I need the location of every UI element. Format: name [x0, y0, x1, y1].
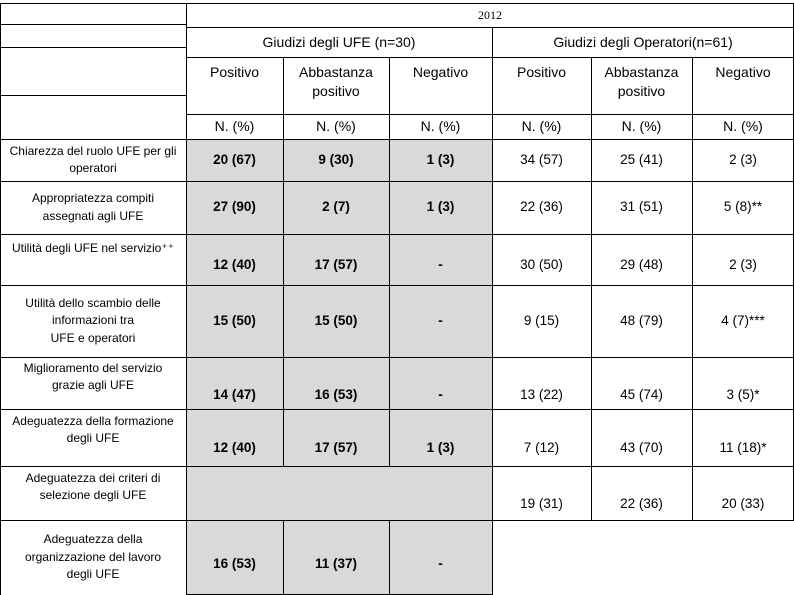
grid-line: [692, 57, 693, 520]
row-label-organizzazione: Adeguatezza della organizzazione del lavoro degli UFE: [24, 532, 162, 582]
op-cell: 7 (12): [523, 440, 560, 456]
row-label-miglioramento: Miglioramento del servizio grazie agli UFE: [23, 361, 163, 393]
op-cell: 19 (31): [520, 495, 563, 511]
grid-line: [389, 57, 390, 466]
unit-op-positivo: N. (%): [521, 118, 562, 135]
ufe-cell: 1 (3): [389, 139, 492, 181]
op-cell: 20 (33): [721, 495, 765, 511]
unit-ufe-abbastanza: N. (%): [316, 118, 356, 135]
grid-line: [186, 520, 794, 521]
grid-line: [0, 181, 186, 182]
year-header: 2012: [478, 7, 502, 22]
grid-line: [186, 114, 794, 115]
op-cell: 31 (51): [620, 199, 663, 215]
row-label-formazione: Adeguatezza della formazione degli UFE: [12, 414, 174, 446]
unit-op-abbastanza: N. (%): [621, 118, 662, 135]
ufe-cell: 15 (50): [283, 285, 389, 357]
grid-line: [0, 409, 186, 410]
op-cell: 2 (3): [729, 257, 757, 273]
col-header-op-positivo: Positivo: [516, 64, 567, 80]
grid-line: [0, 520, 186, 521]
row-label-scambio-informazioni: Utilità dello scambio delle informazioni tra UFE e operatori: [25, 295, 161, 345]
ufe-cell: -: [389, 520, 492, 595]
op-cell: 3 (5)*: [726, 386, 760, 402]
ufe-cell: 1 (3): [389, 409, 492, 466]
op-cell: 5 (8)**: [723, 199, 763, 215]
grid-line: [591, 57, 592, 520]
group-header-operatori: Giudizi degli Operatori(n=61): [553, 33, 733, 50]
grid-line: [186, 3, 794, 4]
col-header-ufe-abbastanza: Abbastanza positivo: [299, 64, 373, 99]
ufe-cell: -: [389, 285, 492, 357]
ufe-cell: 14 (47): [186, 357, 283, 409]
grid-line: [0, 139, 186, 140]
group-header-ufe: Giudizi degli UFE (n=30): [262, 33, 416, 50]
row-label-utilita-servizio: Utilità degli UFE nel servizio⁺⁺: [11, 241, 175, 255]
grid-line: [0, 47, 186, 48]
grid-line: [283, 520, 284, 595]
op-cell: 29 (48): [620, 257, 663, 273]
ufe-cell: 15 (50): [186, 285, 283, 357]
op-cell: 22 (36): [620, 495, 663, 511]
grid-line: [0, 234, 186, 235]
ufe-cell: 17 (57): [283, 409, 389, 466]
row-label-appropriatezza: Appropriatezza compiti assegnati agli UFE: [31, 191, 155, 223]
ufe-empty-merged: [186, 466, 492, 520]
ufe-cell: 12 (40): [186, 409, 283, 466]
grid-line: [186, 466, 794, 467]
col-header-op-abbastanza: Abbastanza positivo: [604, 64, 679, 99]
row-label-criteri-selezione: Adeguatezza dei criteri di selezione degli UFE: [25, 471, 161, 503]
ufe-cell: 16 (53): [186, 520, 283, 595]
op-cell: 45 (74): [620, 386, 663, 402]
col-header-op-negativo: Negativo: [715, 64, 771, 80]
row-label-chiarezza: Chiarezza del ruolo UFE per gli operatori: [9, 143, 177, 175]
ufe-cell: 16 (53): [283, 357, 389, 409]
grid-line: [186, 357, 794, 358]
ufe-cell: 12 (40): [186, 234, 283, 285]
grid-line: [0, 285, 186, 286]
ufe-cell: -: [389, 234, 492, 285]
grid-line: [186, 57, 794, 58]
ufe-cell: -: [389, 357, 492, 409]
grid-line: [0, 3, 1, 595]
ufe-cell: 20 (67): [186, 139, 283, 181]
op-cell: 13 (22): [520, 386, 563, 402]
grid-line: [0, 3, 186, 4]
grid-line: [0, 24, 186, 25]
op-cell: 25 (41): [620, 151, 663, 167]
unit-op-negativo: N. (%): [723, 118, 763, 135]
ufe-cell: 27 (90): [186, 181, 283, 234]
op-cell: 4 (7)***: [721, 312, 765, 328]
grid-line: [186, 234, 794, 235]
grid-line: [186, 409, 794, 410]
ufe-cell: 11 (37): [283, 520, 389, 595]
ufe-cell: 2 (7): [283, 181, 389, 234]
grid-line: [0, 357, 186, 358]
ufe-cell: 9 (30): [283, 139, 389, 181]
op-cell: 11 (18)*: [719, 440, 767, 456]
grid-line: [186, 3, 187, 595]
grid-line: [186, 285, 794, 286]
ufe-cell: 1 (3): [389, 181, 492, 234]
unit-ufe-positivo: N. (%): [214, 118, 255, 135]
grid-line: [389, 520, 390, 595]
grid-line: [0, 95, 186, 96]
unit-ufe-negativo: N. (%): [420, 118, 461, 135]
grid-line: [0, 466, 186, 467]
op-cell: 2 (3): [729, 151, 757, 167]
op-cell: 30 (50): [520, 257, 563, 273]
grid-line: [492, 27, 493, 595]
op-cell: 22 (36): [520, 199, 563, 215]
op-cell: 34 (57): [520, 151, 563, 167]
grid-line: [186, 27, 794, 28]
grid-line: [186, 181, 794, 182]
ufe-cell: 17 (57): [283, 234, 389, 285]
op-cell: 9 (15): [523, 312, 560, 328]
grid-line: [186, 139, 794, 140]
grid-line: [283, 57, 284, 466]
op-cell: 48 (79): [620, 312, 663, 328]
col-header-ufe-positivo: Positivo: [209, 64, 260, 80]
op-cell: 43 (70): [620, 440, 663, 456]
col-header-ufe-negativo: Negativo: [412, 64, 469, 80]
